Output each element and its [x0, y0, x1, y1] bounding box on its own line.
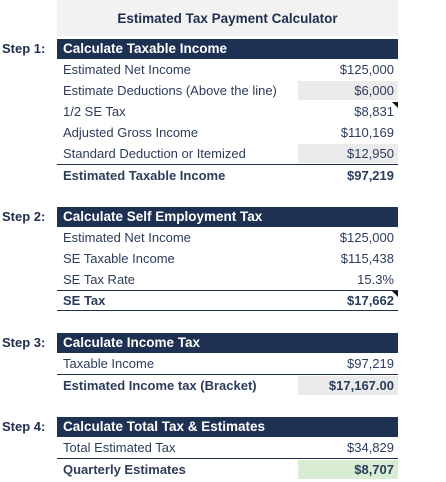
row-label: 1/2 SE Tax: [63, 104, 126, 119]
step-3-label: Step 3:: [2, 335, 46, 350]
row-label: Taxable Income: [63, 356, 155, 371]
table-row: [57, 59, 398, 80]
step-1-label: Step 1:: [2, 41, 46, 56]
total-label: Estimated Taxable Income: [63, 167, 226, 183]
half-se-tax-cell[interactable]: $8,831: [298, 102, 398, 121]
table-row: [57, 353, 398, 374]
table-row-total: [57, 374, 398, 395]
row-label: SE Tax Rate: [63, 272, 136, 287]
total-label: Quarterly Estimates: [63, 461, 186, 477]
total-label: Estimated Income tax (Bracket): [63, 377, 257, 393]
row-value[interactable]: $115,438: [340, 251, 394, 266]
row-label: SE Taxable Income: [63, 251, 175, 266]
row-label: Estimated Net Income: [63, 62, 191, 77]
step-2-label: Step 2:: [2, 209, 46, 224]
step-4-label: Step 4:: [2, 419, 46, 434]
table-row: [57, 437, 398, 458]
table-row: [57, 269, 398, 290]
row-label: Total Estimated Tax: [63, 440, 176, 455]
standard-deduction-input-cell[interactable]: $12,950: [298, 144, 398, 163]
row-value[interactable]: $34,829: [347, 440, 394, 455]
quarterly-estimate-value[interactable]: $8,707: [298, 460, 398, 479]
row-label: Estimate Deductions (Above the line): [63, 83, 277, 98]
row-value[interactable]: $125,000: [339, 230, 394, 245]
table-row: [57, 248, 398, 269]
table-row-total: [57, 164, 398, 185]
row-label: Standard Deduction or Itemized: [63, 146, 246, 161]
total-label: SE Tax: [63, 293, 106, 308]
row-value[interactable]: $110,169: [340, 125, 394, 140]
row-label: Adjusted Gross Income: [63, 125, 199, 140]
step-2-header: Calculate Self Employment Tax: [57, 207, 398, 227]
row-label: Estimated Net Income: [63, 230, 191, 245]
table-row: [57, 227, 398, 248]
step-1-header: Calculate Taxable Income: [57, 39, 398, 59]
table-row-total: [57, 290, 398, 311]
total-value[interactable]: $97,219: [347, 167, 394, 183]
table-row-total: [57, 458, 398, 479]
page-title: Estimated Tax Payment Calculator: [57, 0, 398, 36]
table-row: [57, 80, 398, 101]
total-value[interactable]: $17,662: [298, 291, 398, 310]
step-3-header: Calculate Income Tax: [57, 333, 398, 353]
deductions-input-cell[interactable]: $6,000: [298, 81, 398, 100]
total-value[interactable]: $17,167.00: [298, 376, 398, 395]
table-row: [57, 101, 398, 122]
row-value[interactable]: $125,000: [339, 62, 394, 77]
step-4-header: Calculate Total Tax & Estimates: [57, 417, 398, 437]
row-value[interactable]: 15.3%: [357, 272, 394, 287]
table-row: [57, 122, 398, 143]
row-value[interactable]: $97,219: [347, 356, 394, 371]
table-row: [57, 143, 398, 164]
